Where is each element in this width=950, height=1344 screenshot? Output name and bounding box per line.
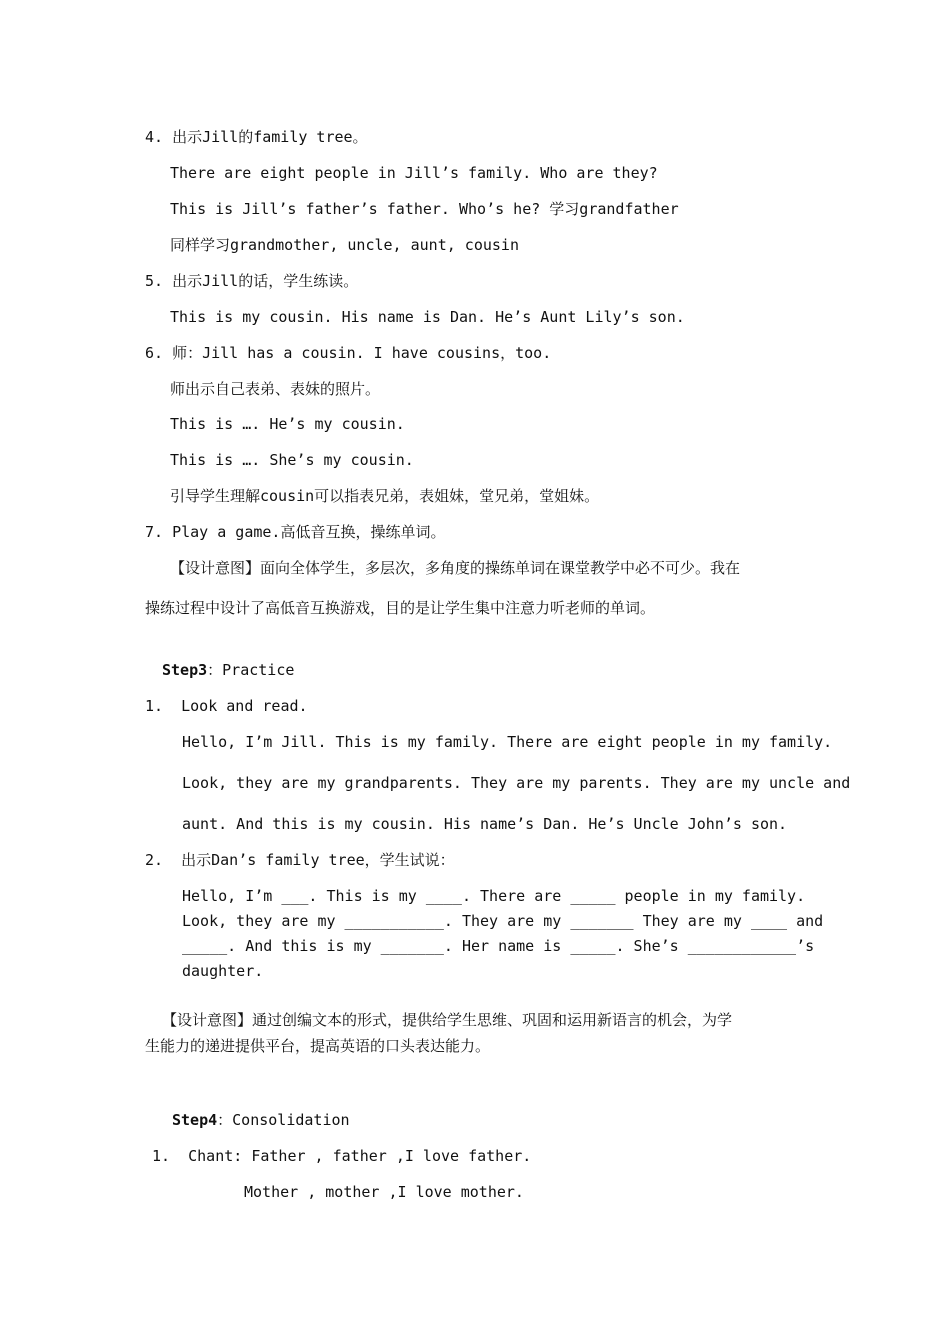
text-line: This is Jill’s father’s father. Who’s he? 学习grandfather <box>170 200 679 218</box>
list-item-6: 6. 师：Jill has a cousin. I have cousins，too. <box>145 344 552 362</box>
list-item-4: 4. 出示Jill的family tree。 <box>145 128 368 146</box>
text-line: This is …. She’s my cousin. <box>170 451 414 469</box>
fill-blank-line: _____. And this is my _______. Her name is _____. She’s ____________’s <box>182 937 815 955</box>
design-intent-line: 【设计意图】面向全体学生，多层次，多角度的操练单词在课堂教学中必不可少。我在 <box>170 559 741 577</box>
design-intent-line: 操练过程中设计了高低音互换游戏，目的是让学生集中注意力听老师的单词。 <box>145 599 656 617</box>
step4-heading <box>172 1110 350 1130</box>
list-item-5: 5. 出示Jill的话，学生练读。 <box>145 272 359 290</box>
chant-line: Mother , mother ,I love mother. <box>244 1183 524 1201</box>
reading-line: aunt. And this is my cousin. His name’s Dan. He’s Uncle John’s son. <box>182 815 788 833</box>
text-line: This is my cousin. His name is Dan. He’s Aunt Lily’s son. <box>170 308 685 326</box>
list-item-2: 2. 出示Dan’s family tree，学生试说： <box>145 851 455 869</box>
text-line: 师出示自己表弟、表妹的照片。 <box>170 380 381 398</box>
fill-blank-line: Look, they are my ___________. They are my _______ They are my ____ and <box>182 912 824 930</box>
step-title: ：Practice <box>207 661 295 679</box>
text-line: 引导学生理解cousin可以指表兄弟，表姐妹，堂兄弟，堂姐妹。 <box>170 487 600 505</box>
step3-heading <box>162 660 294 680</box>
fill-blank-line: daughter. <box>182 962 264 980</box>
step-title: ：Consolidation <box>217 1111 350 1129</box>
text-line: There are eight people in Jill’s family. Who are they? <box>170 164 658 182</box>
design-intent-line: 【设计意图】通过创编文本的形式，提供给学生思维、巩固和运用新语言的机会，为学 <box>162 1011 733 1029</box>
fill-blank-line: Hello, I’m ___. This is my ____. There are _____ people in my family. <box>182 887 806 905</box>
reading-line: Look, they are my grandparents. They are my parents. They are my uncle and <box>182 774 851 792</box>
chant-line: 1. Chant: Father , father ,I love father. <box>152 1147 532 1165</box>
reading-line: Hello, I’m Jill. This is my family. There are eight people in my family. <box>182 733 833 751</box>
step-label: Step4 <box>172 1111 218 1129</box>
step-label: Step3 <box>162 661 208 679</box>
design-intent-line: 生能力的递进提供平台，提高英语的口头表达能力。 <box>145 1037 491 1055</box>
text-line: 同样学习grandmother, uncle, aunt, cousin <box>170 236 519 254</box>
list-item-1: 1. Look and read. <box>145 697 308 715</box>
text-line: This is …. He’s my cousin. <box>170 415 405 433</box>
list-item-7: 7. Play a game.高低音互换，操练单词。 <box>145 523 446 541</box>
